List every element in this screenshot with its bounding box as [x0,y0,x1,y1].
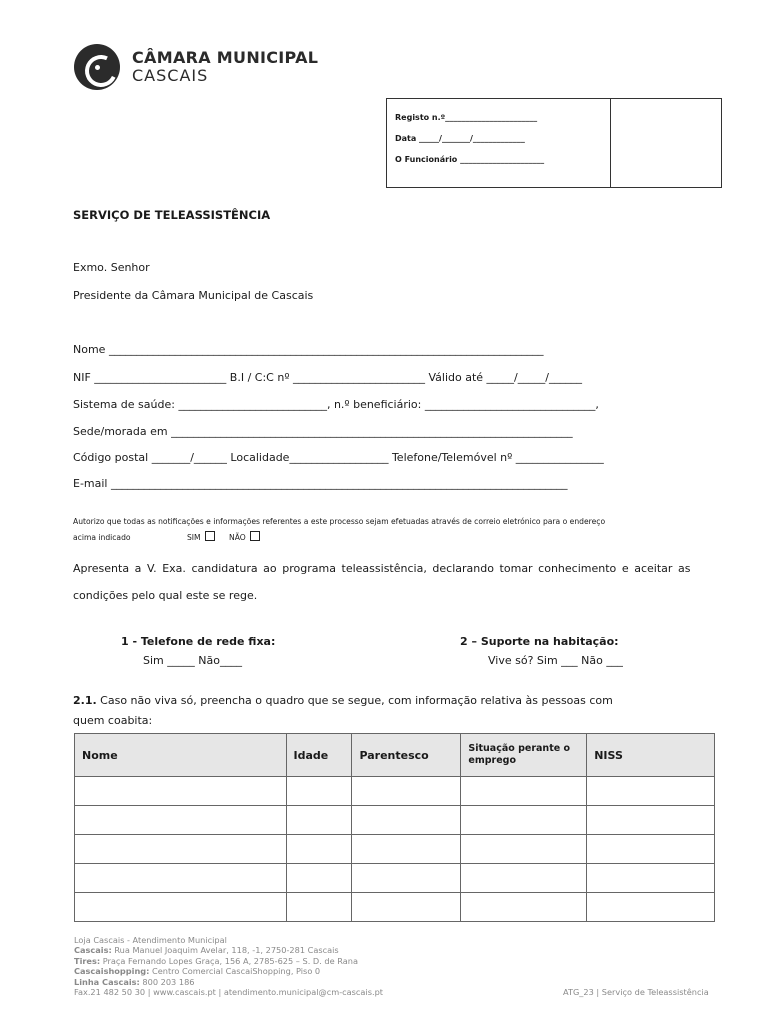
consent-line2 [73,531,260,542]
table-cell[interactable] [75,806,287,835]
column-header-idade: Idade [286,734,352,777]
footer-cascais [74,945,383,955]
column-header-situacao: Situação perante o emprego [461,734,587,777]
table-header-row [75,734,715,777]
consent-text: Autorizo que todas as notificações e informações referentes a este processo sejam efetuadas através de correio eletrónico para o endereço [73,517,606,526]
footer-shopping-text: Centro Comercial CascaiShopping, Piso 0 [149,966,321,977]
table-cell[interactable] [75,835,287,864]
footer-tires [74,956,383,966]
table-cell[interactable] [286,806,352,835]
table-cell[interactable] [286,777,352,806]
table-cell[interactable] [461,777,587,806]
nome-field[interactable]: Nome _______________________________________________________________________________ [73,343,544,356]
logo-line1: CÂMARA MUNICIPAL [132,48,319,67]
email-field[interactable]: E-mail ___________________________________________________________________________________ [73,477,568,490]
footer-linha-label: Linha Cascais: [74,976,140,987]
municipal-logo-icon [74,44,120,90]
footer-tires-text: Praça Fernando Lopes Graça, 156 A, 2785-625 – S. D. de Rana [100,955,358,966]
section21-number: 2.1. [73,694,97,707]
table-cell[interactable] [461,835,587,864]
table-cell[interactable] [587,777,715,806]
table-row [75,835,715,864]
registo-funcionario: O Funcionário _____________________ [395,155,545,164]
footer-shopping [74,966,383,976]
registo-box [386,98,722,188]
footer-cascais-label: Cascais: [74,945,112,956]
table-row [75,806,715,835]
table-cell[interactable] [461,893,587,922]
section21-intro [73,694,613,707]
column-header-niss: NISS [587,734,715,777]
coabitantes-table [74,733,715,922]
consent-sim-checkbox[interactable] [205,531,215,541]
table-cell[interactable] [587,835,715,864]
footer-contacts: Fax.21 482 50 30 | www.cascais.pt | atendimento.municipal@cm-cascais.pt [74,987,384,998]
table-cell[interactable] [75,777,287,806]
candidatura-line1: Apresenta a V. Exa. candidatura ao programa teleassistência, declarando tomar conhecimento e aceitar as [73,562,691,575]
section21-line2: quem coabita: [73,714,153,727]
table-cell[interactable] [587,893,715,922]
consent-sim-label: SIM [186,533,201,542]
table-row [75,893,715,922]
table-cell[interactable] [286,864,352,893]
registo-date: Data _____/_______/_____________ [395,134,525,143]
table-cell[interactable] [75,893,287,922]
table-cell[interactable] [286,893,352,922]
table-cell[interactable] [286,835,352,864]
consent-line2-text: acima indicado [73,533,131,542]
footer-line1: Loja Cascais - Atendimento Municipal [74,935,227,945]
logo [74,44,318,90]
table-cell[interactable] [352,893,461,922]
logo-line2: CASCAIS [132,66,209,85]
greeting-line1: Exmo. Senhor [73,261,150,274]
section2-answer[interactable]: Vive só? Sim ___ Não ___ [488,654,623,667]
footer-shopping-label: Cascaishopping: [74,966,150,977]
consent-nao-label: NÃO [229,533,246,542]
candidatura-line2: condições pelo qual este se rege. [73,589,258,602]
consent-nao-checkbox[interactable] [250,531,260,541]
footer-linha-text: 800 203 186 [139,976,195,987]
section2-title: 2 – Suporte na habitação: [460,635,619,648]
page-title: SERVIÇO DE TELEASSISTÊNCIA [73,208,271,222]
footer-cascais-text: Rua Manuel Joaquim Avelar, 118, -1, 2750-281 Cascais [111,945,339,956]
greeting-line2: Presidente da Câmara Municipal de Cascais [73,289,314,302]
table-cell[interactable] [587,864,715,893]
footer-doc-ref: ATG_23 | Serviço de Teleassistência [563,987,709,997]
registo-fields [387,99,611,187]
table-cell[interactable] [587,806,715,835]
table-cell[interactable] [352,864,461,893]
table-row [75,777,715,806]
table-row [75,864,715,893]
section1-title: 1 - Telefone de rede fixa: [121,635,276,648]
section1-answer[interactable]: Sim _____ Não____ [143,654,242,667]
registo-number: Registo n.º_______________________ [395,113,538,122]
footer [74,935,383,997]
nif-field[interactable]: NIF ________________________ B.I / C:C nº ________________________ Válido até _____/_____/______ [73,371,582,384]
logo-text [132,50,318,84]
footer-tires-label: Tires: [74,955,101,966]
codigo-postal-field[interactable]: Código postal _______/______ Localidade__________________ Telefone/Telemóvel nº ________________ [73,451,604,464]
column-header-nome: Nome [75,734,287,777]
table-cell[interactable] [461,806,587,835]
column-header-parentesco: Parentesco [352,734,461,777]
section21-text: Caso não viva só, preencha o quadro que se segue, com informação relativa às pessoas com [96,694,613,707]
morada-field[interactable]: Sede/morada em _________________________________________________________________________ [73,425,573,438]
table-cell[interactable] [352,806,461,835]
table-cell[interactable] [352,835,461,864]
table-cell[interactable] [75,864,287,893]
sistema-saude-field[interactable]: Sistema de saúde: ___________________________, n.º beneficiário: _______________________________, [73,398,599,411]
table-cell[interactable] [461,864,587,893]
footer-linha [74,977,383,987]
table-cell[interactable] [352,777,461,806]
